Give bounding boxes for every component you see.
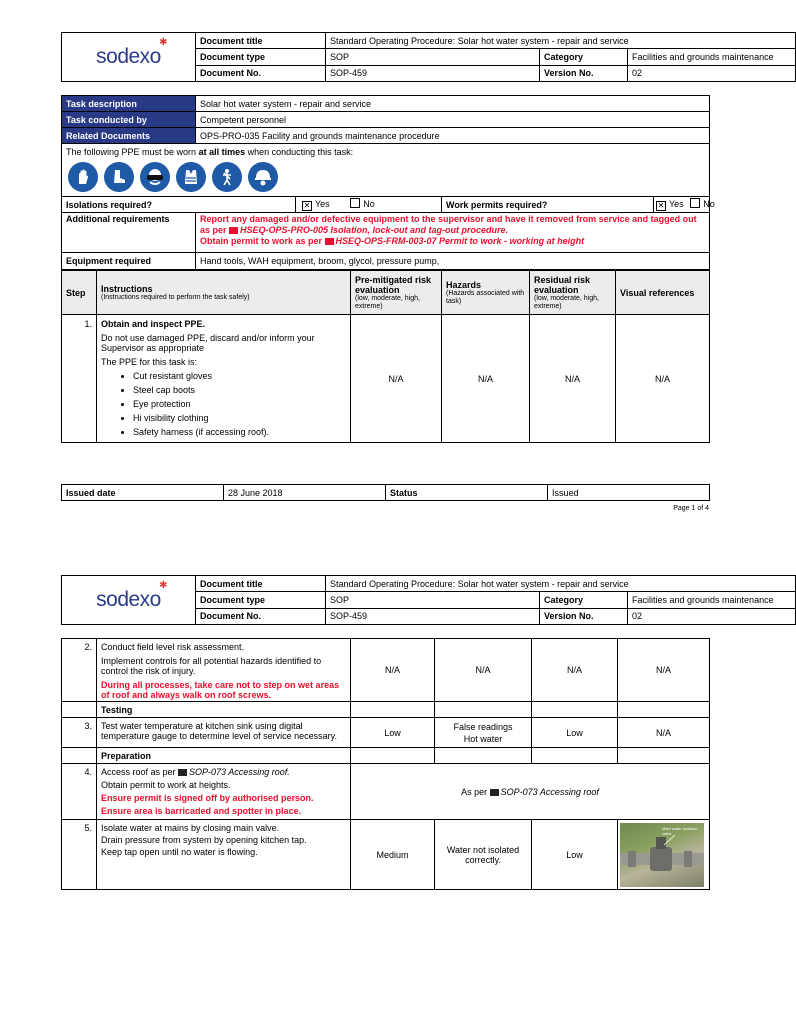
document-header-page-2 <box>61 575 796 625</box>
hazards-value: False readings Hot water <box>435 718 532 748</box>
task-conducted-by-label: Task conducted by <box>62 112 196 128</box>
permit-form-link[interactable]: HSEQ-OPS-FRM-003-07 Permit to work - working at height <box>335 236 585 246</box>
category-label: Category <box>540 592 628 608</box>
steps-table <box>61 270 710 443</box>
section-preparation: Preparation <box>97 748 351 764</box>
doc-type-label: Document type <box>196 49 326 65</box>
related-documents-value: OPS-PRO-035 Facility and grounds maintenance procedure <box>196 128 710 144</box>
doc-no-value: SOP-459 <box>326 608 540 624</box>
doc-no-value: SOP-459 <box>326 65 540 81</box>
equipment-required-value: Hand tools, WAH equipment, broom, glycol, pressure pump, <box>196 253 710 270</box>
col-visual-references: Visual references <box>616 271 710 315</box>
doc-title-value: Standard Operating Procedure: Solar hot water system - repair and service <box>326 576 796 592</box>
page-number: Page 1 of 4 <box>673 505 709 512</box>
hi-vis-vest-icon <box>176 162 206 192</box>
task-description-value: Solar hot water system - repair and service <box>196 96 710 112</box>
checkbox-checked-icon: ✕ <box>657 201 665 210</box>
doc-no-label: Document No. <box>196 65 326 81</box>
section-row <box>62 702 710 718</box>
step-instructions: Conduct field level risk assessment. Implement controls for all potential hazards identified to control the risk of injury. During all processes, take care not to step on wet areas of roof and always walk on roof screws. <box>97 639 351 702</box>
linked-document-icon <box>325 238 334 245</box>
star-icon: ✱ <box>159 580 168 591</box>
table-row <box>62 639 710 702</box>
sodexo-logo: sodexo ✱ <box>62 33 196 82</box>
issued-date-value: 28 June 2018 <box>224 485 386 501</box>
col-residual: Residual risk evaluation (low, moderate, high, extreme) <box>530 271 616 315</box>
linked-document-icon <box>178 769 187 776</box>
document-header <box>61 32 796 82</box>
linked-document-icon <box>229 227 238 234</box>
visual-reference-value: N/A <box>616 315 710 443</box>
list-item: • Cut resistant gloves <box>133 371 346 381</box>
isolations-no[interactable]: No <box>350 199 375 209</box>
task-description-label: Task description <box>62 96 196 112</box>
col-instructions: Instructions (Instructions required to perform the task safely) <box>97 271 351 315</box>
checkbox-empty-icon <box>350 198 360 208</box>
merged-reference-cell: As per SOP-073 Accessing roof <box>351 764 710 820</box>
ppe-text: The following PPE must be worn at all times when conducting this task: <box>66 147 354 157</box>
accessing-roof-link[interactable]: SOP-073 Accessing roof. <box>189 767 290 777</box>
list-item: • Safety harness (if accessing roof). <box>133 427 346 437</box>
table-row <box>62 315 710 443</box>
hazards-value: N/A <box>442 315 530 443</box>
goggles-icon <box>140 162 170 192</box>
step-number: 3. <box>62 718 97 748</box>
permits-yes[interactable]: ✕ Yes <box>657 199 684 210</box>
hazards-value: N/A <box>435 639 532 702</box>
step-instructions: Test water temperature at kitchen sink using digital temperature gauge to determine level of service necessary. <box>97 718 351 748</box>
boots-icon <box>104 162 134 192</box>
task-table <box>61 95 715 270</box>
isolations-yes[interactable]: ✕ Yes <box>303 199 330 210</box>
step-number: 2. <box>62 639 97 702</box>
col-pre-mitigated: Pre-mitigated risk evaluation (low, moderate, high, extreme) <box>351 271 442 315</box>
issued-date-label: Issued date <box>62 485 224 501</box>
linked-document-icon <box>490 789 499 796</box>
list-item: • Hi visibility clothing <box>133 413 346 423</box>
step-number: 4. <box>62 764 97 820</box>
step-instructions: Isolate water at mains by closing main valve. Drain pressure from system by opening kitchen tap. Keep tap open until no water is flowing. <box>97 820 351 890</box>
table-row <box>62 764 710 820</box>
version-value: 02 <box>628 608 796 624</box>
category-label: Category <box>540 49 628 65</box>
additional-requirements-label: Additional requirements <box>62 213 196 253</box>
residual-risk-value: Low <box>532 820 618 890</box>
step-instructions: Access roof as per SOP-073 Accessing roof. Obtain permit to work at heights. Ensure permit is signed off by authorised person. Ensure area is barricaded and spotter in place. <box>97 764 351 820</box>
pre-risk-value: N/A <box>351 315 442 443</box>
sodexo-logo: sodexo ✱ <box>62 576 196 625</box>
list-item: • Steel cap boots <box>133 385 346 395</box>
pre-risk-value: Medium <box>351 820 435 890</box>
isolation-procedure-link[interactable]: HSEQ-OPS-PRO-005 Isolation, lock-out and tag-out procedure. <box>240 225 509 235</box>
doc-title-value: Standard Operating Procedure: Solar hot water system - repair and service <box>326 33 796 49</box>
checkbox-empty-icon <box>690 198 700 208</box>
col-step: Step <box>62 271 97 315</box>
step-number: 5. <box>62 820 97 890</box>
gloves-icon <box>68 162 98 192</box>
doc-no-label: Document No. <box>196 608 326 624</box>
step-instructions: Obtain and inspect PPE. Do not use damaged PPE, discard and/or inform your Supervisor as appropriate The PPE for this task is: • Cut resistant gloves • Steel cap boots • Eye protection • Hi visibility clothing • Safety harness (if accessing roof). <box>97 315 351 443</box>
photo-caption: Main water isolation valve <box>662 825 698 836</box>
star-icon: ✱ <box>159 37 168 48</box>
ppe-section <box>62 144 710 197</box>
residual-risk-value: Low <box>532 718 618 748</box>
hazards-value: Water not isolated correctly. <box>435 820 532 890</box>
checkbox-checked-icon: ✕ <box>303 201 311 210</box>
visual-reference-photo <box>618 820 710 890</box>
related-documents-label: Related Documents <box>62 128 196 144</box>
pre-risk-value: N/A <box>351 639 435 702</box>
footer-table <box>61 484 710 501</box>
harness-icon <box>212 162 242 192</box>
accessing-roof-reference-link[interactable]: SOP-073 Accessing roof <box>500 786 599 797</box>
ppe-list <box>101 371 346 437</box>
task-conducted-by-value: Competent personnel <box>196 112 710 128</box>
section-testing: Testing <box>97 702 351 718</box>
section-row <box>62 748 710 764</box>
work-permits-label: Work permits required? <box>442 197 654 213</box>
valve-photo <box>620 823 704 887</box>
additional-requirements-value: Report any damaged and/or defective equipment to the supervisor and have it removed from service and tagged out as per HSEQ-OPS-PRO-005 Isolation, lock-out and tag-out procedure. Obtain permit to work as per HSEQ-OPS-FRM-003-07 Permit to work - working at height <box>196 213 710 253</box>
permits-no[interactable]: No <box>690 199 715 209</box>
hard-hat-icon <box>248 162 278 192</box>
version-value: 02 <box>628 65 796 81</box>
status-value: Issued <box>548 485 710 501</box>
col-hazards: Hazards (Hazards associated with task) <box>442 271 530 315</box>
visual-reference-value: N/A <box>618 639 710 702</box>
isolations-label: Isolations required? <box>62 197 296 213</box>
doc-type-value: SOP <box>326 592 540 608</box>
version-label: Version No. <box>540 608 628 624</box>
isolations-options <box>296 197 442 213</box>
steps-table-page-2 <box>61 638 710 890</box>
doc-title-label: Document title <box>196 576 326 592</box>
doc-title-label: Document title <box>196 33 326 49</box>
doc-type-label: Document type <box>196 592 326 608</box>
equipment-required-label: Equipment required <box>62 253 196 270</box>
residual-risk-value: N/A <box>532 639 618 702</box>
table-row <box>62 718 710 748</box>
ppe-icon-row <box>68 162 705 192</box>
step-number: 1. <box>62 315 97 443</box>
doc-type-value: SOP <box>326 49 540 65</box>
list-item: • Eye protection <box>133 399 346 409</box>
residual-risk-value: N/A <box>530 315 616 443</box>
visual-reference-value: N/A <box>618 718 710 748</box>
status-label: Status <box>386 485 548 501</box>
version-label: Version No. <box>540 65 628 81</box>
category-value: Facilities and grounds maintenance <box>628 49 796 65</box>
permits-options <box>654 197 715 213</box>
category-value: Facilities and grounds maintenance <box>628 592 796 608</box>
pre-risk-value: Low <box>351 718 435 748</box>
table-row <box>62 820 710 890</box>
